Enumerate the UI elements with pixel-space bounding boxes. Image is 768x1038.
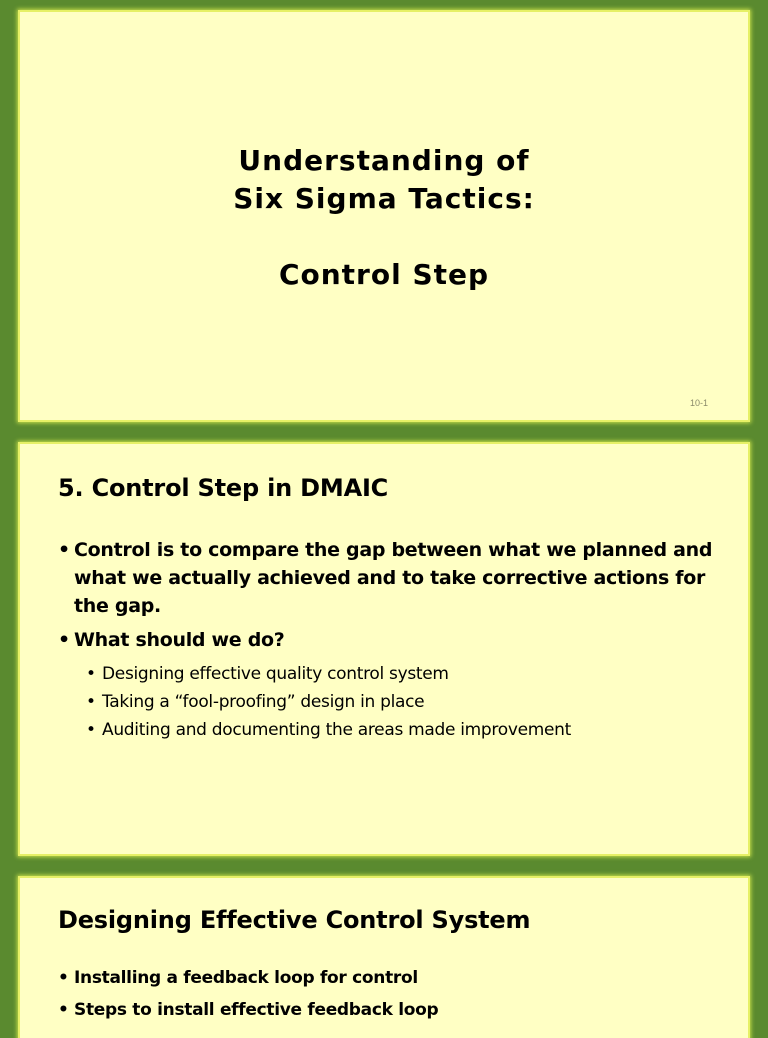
sub-bullet-item (86, 716, 718, 744)
bullet-dot-icon: • (58, 629, 70, 651)
bullet-dot-icon: • (58, 539, 70, 561)
bullet-dot-icon: • (58, 1000, 69, 1020)
slide-3-bullet-list (58, 966, 718, 1030)
bullet-item (58, 536, 718, 620)
slide-1-title (20, 142, 748, 294)
bullet-item (58, 998, 718, 1022)
slide-2 (20, 444, 748, 854)
bullet-text: Control is to compare the gap between what we planned and what we actually achieved and to take corrective actions for the gap. (74, 539, 713, 617)
bullet-dot-icon: • (86, 664, 96, 684)
bullet-item (58, 966, 718, 990)
bullet-dot-icon: • (86, 720, 96, 740)
title-line-3: Control Step (278, 258, 490, 291)
slide-number: 10-1 (689, 398, 708, 408)
sub-bullet-item (86, 660, 718, 688)
bullet-text: Steps to install effective feedback loop (74, 1000, 439, 1020)
bullet-item (58, 626, 718, 654)
sub-bullet-text: Auditing and documenting the areas made improvement (102, 720, 572, 740)
bullet-text: What should we do? (74, 629, 285, 651)
slide-1 (20, 12, 748, 420)
title-spacer (20, 218, 748, 256)
bullet-dot-icon: • (58, 968, 69, 988)
slide-2-bullet-list (58, 536, 718, 744)
sub-bullet-text: Designing effective quality control system (102, 664, 449, 684)
title-line-2: Six Sigma Tactics: (233, 182, 535, 215)
slide-3 (20, 878, 748, 1038)
bullet-text: Installing a feedback loop for control (74, 968, 418, 988)
slide-3-heading: Designing Effective Control System (58, 906, 531, 934)
sub-bullet-item (86, 688, 718, 716)
sub-bullet-text: Taking a “fool-proofing” design in place (102, 692, 425, 712)
bullet-dot-icon: • (86, 692, 96, 712)
title-line-1: Understanding of (238, 144, 530, 177)
slide-2-heading: 5. Control Step in DMAIC (58, 474, 389, 502)
